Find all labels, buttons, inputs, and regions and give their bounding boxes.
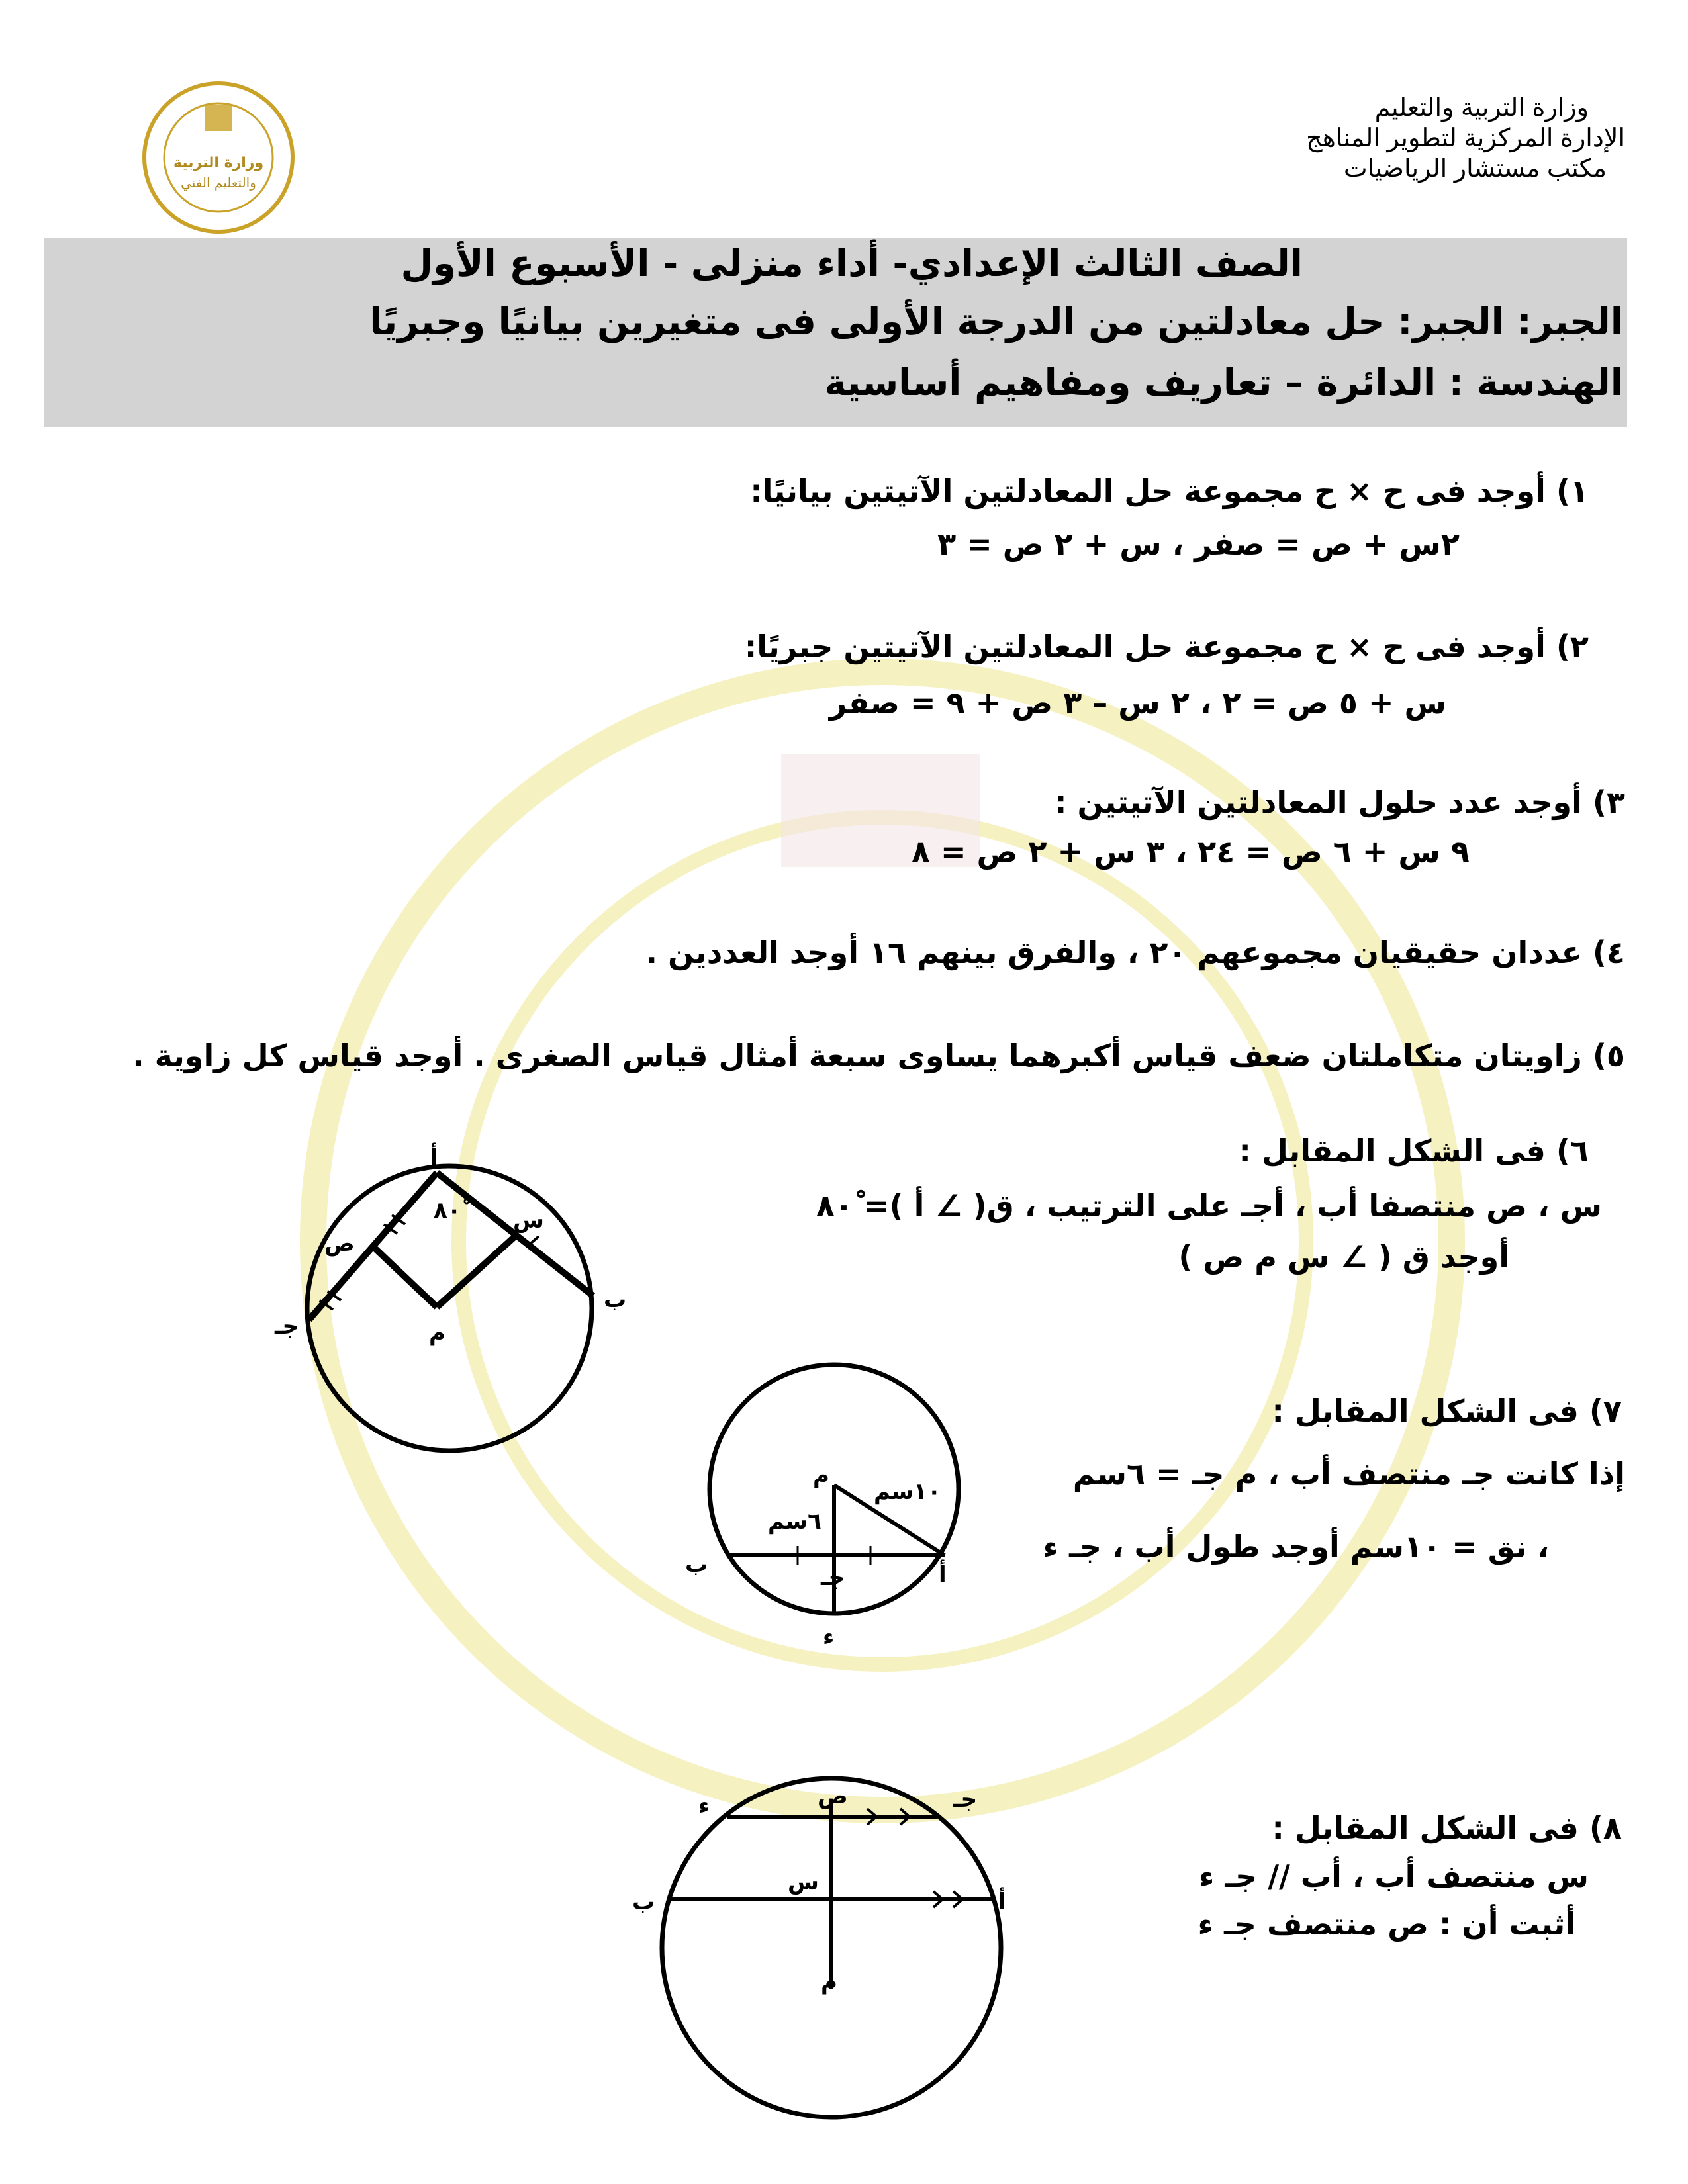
header-line: مكتب مستشار الرياضيات	[1343, 155, 1607, 183]
question-7-find: ، نق = ١٠سم أوجد طول أب ، جـ ء	[1043, 1529, 1549, 1565]
question-6-find: أوجد ق ( ∠ س م ص )	[1178, 1239, 1509, 1275]
question-6-given: س ، ص منتصفا أب ، أجـ على الترتيب ، ق( ∠ أ )= ٨٠ْ	[816, 1188, 1602, 1224]
svg-text:ء: ء	[823, 1624, 835, 1651]
svg-text:٦سم: ٦سم	[768, 1508, 821, 1535]
question-1-prompt: ١) أوجد فى ح × ح مجموعة حل المعادلتين الآتيتين بيانيًا:	[750, 473, 1589, 509]
svg-text:جـ: جـ	[275, 1313, 299, 1340]
title-line-2: الجبر: الجبر: حل معادلتين من الدرجة الأولى فى متغيرين بيانيًا وجبريًا	[369, 300, 1623, 343]
question-6-prompt: ٦) فى الشكل المقابل :	[1239, 1133, 1589, 1169]
question-7-given: إذا كانت جـ منتصف أب ، م جـ = ٦سم	[1072, 1456, 1625, 1492]
svg-text:وزارة التربية: وزارة التربية	[173, 155, 264, 171]
svg-text:جـ: جـ	[821, 1565, 845, 1591]
title-line-1: الصف الثالث الإعدادي- أداء منزلى - الأسبوع الأول	[400, 242, 1303, 285]
svg-text:أ: أ	[939, 1561, 947, 1588]
svg-text:ص: ص	[818, 1783, 848, 1809]
svg-text:أ: أ	[998, 1889, 1006, 1915]
svg-text:س: س	[788, 1869, 819, 1895]
svg-text:ب: ب	[604, 1287, 627, 1313]
figure-7	[685, 1365, 959, 1651]
question-7-prompt: ٧) فى الشكل المقابل :	[1272, 1393, 1622, 1429]
question-8-prove: أثبت أن : ص منتصف جـ ء	[1197, 1906, 1575, 1942]
question-5: ٥) زاويتان متكاملتان ضعف قياس أكبرهما يساوى سبعة أمثال قياس الصغرى . أوجد قياس كل زاوية .	[132, 1038, 1625, 1073]
svg-text:ء: ء	[698, 1793, 710, 1819]
svg-text:م: م	[429, 1320, 445, 1346]
question-1-equations: ٢س + ص = صفر ، س + ٢ ص = ٣	[937, 526, 1460, 562]
question-3-equations: ٩ س + ٦ ص = ٢٤ ، ٣ س + ٢ ص = ٨	[911, 834, 1470, 870]
question-2-equations: س + ٥ ص = ٢ ، ٢ س – ٣ ص + ٩ = صفر	[829, 685, 1446, 721]
question-8-prompt: ٨) فى الشكل المقابل :	[1272, 1810, 1622, 1846]
svg-text:م: م	[813, 1462, 829, 1488]
question-3-prompt: ٣) أوجد عدد حلول المعادلتين الآتيتين :	[1055, 784, 1625, 820]
figure-8	[632, 1778, 1006, 2117]
svg-text:ص: ص	[324, 1230, 355, 1257]
svg-text:س: س	[513, 1207, 544, 1234]
question-4: ٤) عددان حقيقيان مجموعهم ٢٠ ، والفرق بينهم ١٦ أوجد العددين .	[645, 934, 1625, 970]
svg-text:جـ: جـ	[953, 1786, 978, 1813]
svg-text:٨٠ْ: ٨٠ْ	[434, 1197, 461, 1224]
question-2-prompt: ٢) أوجد فى ح × ح مجموعة حل المعادلتين الآتيتين جبريًا:	[744, 629, 1589, 664]
figure-6	[274, 1142, 626, 1451]
svg-text:والتعليم الفني: والتعليم الفني	[181, 175, 256, 191]
svg-text:ب: ب	[685, 1551, 708, 1578]
header-line: الإدارة المركزية لتطوير المناهج	[1306, 124, 1625, 152]
header-line: وزارة التربية والتعليم	[1374, 94, 1589, 122]
svg-text:١٠سم: ١٠سم	[874, 1479, 941, 1505]
svg-text:ب: ب	[632, 1889, 655, 1915]
title-line-3: الهندسة : الدائرة – تعاريف ومفاهيم أساسية	[824, 361, 1623, 404]
question-8-given: س منتصف أب ، أب // جـ ء	[1198, 1858, 1589, 1894]
svg-text:أ: أ	[430, 1144, 438, 1171]
svg-text:م: م	[821, 1968, 837, 1995]
